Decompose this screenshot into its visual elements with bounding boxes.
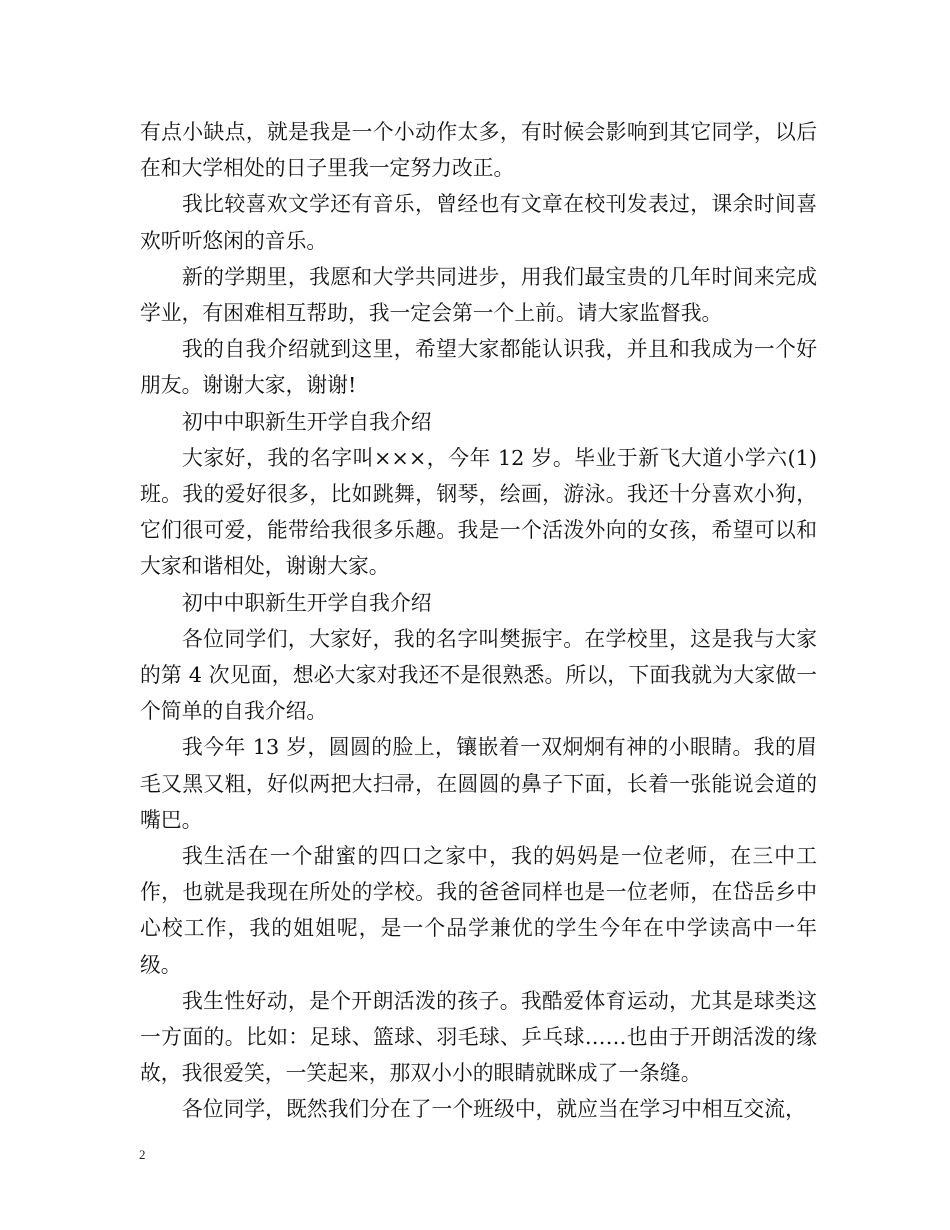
paragraph: 我生性好动，是个开朗活泼的孩子。我酷爱体育运动，尤其是球类这一方面的。比如：足球、篮球、羽毛球、乒乓球……也由于开朗活泼的缘故，我很爱笑，一笑起来，那双小小的眼睛就眯成了一条缝。	[140, 988, 817, 1086]
paragraph: 我今年 13 岁，圆圆的脸上，镶嵌着一双炯炯有神的小眼睛。我的眉毛又黑又粗，好似两把大扫帚，在圆圆的鼻子下面，长着一张能说会道的嘴巴。	[140, 735, 817, 832]
document-body	[140, 114, 817, 1128]
paragraph: 各位同学们，大家好，我的名字叫樊振宇。在学校里，这是我与大家的第 4 次见面，想必大家对我还不是很熟悉。所以，下面我就为大家做一个简单的自我介绍。	[140, 626, 817, 724]
page-number: 2	[139, 1147, 146, 1162]
paragraph: 我的自我介绍就到这里，希望大家都能认识我，并且和我成为一个好朋友。谢谢大家，谢谢!	[140, 337, 817, 398]
paragraph-continued: 有点小缺点，就是我是一个小动作太多，有时候会影响到其它同学，以后在和大学相处的日子里我一定努力改正。	[140, 120, 817, 181]
section-heading: 初中中职新生开学自我介绍	[182, 590, 432, 615]
section-heading: 初中中职新生开学自我介绍	[182, 409, 432, 434]
paragraph-continues: 各位同学，既然我们分在了一个班级中，就应当在学习中相互交流，	[182, 1097, 806, 1122]
paragraph: 大家好，我的名字叫×××，今年 12 岁。毕业于新飞大道小学六(1)班。我的爱好很多，比如跳舞，钢琴，绘画，游泳。我还十分喜欢小狗，它们很可爱，能带给我很多乐趣。我是一个活泼外向的女孩，希望可以和大家和谐相处，谢谢大家。	[140, 445, 817, 579]
paragraph: 我比较喜欢文学还有音乐，曾经也有文章在校刊发表过，课余时间喜欢听听悠闲的音乐。	[140, 192, 817, 253]
paragraph: 我生活在一个甜蜜的四口之家中，我的妈妈是一位老师，在三中工作，也就是我现在所处的学校。我的爸爸同样也是一位老师，在岱岳乡中心校工作，我的姐姐呢，是一个品学兼优的学生今年在中学读高中一年级。	[140, 844, 817, 977]
paragraph: 新的学期里，我愿和大学共同进步，用我们最宝贵的几年时间来完成学业，有困难相互帮助，我一定会第一个上前。请大家监督我。	[140, 264, 817, 326]
